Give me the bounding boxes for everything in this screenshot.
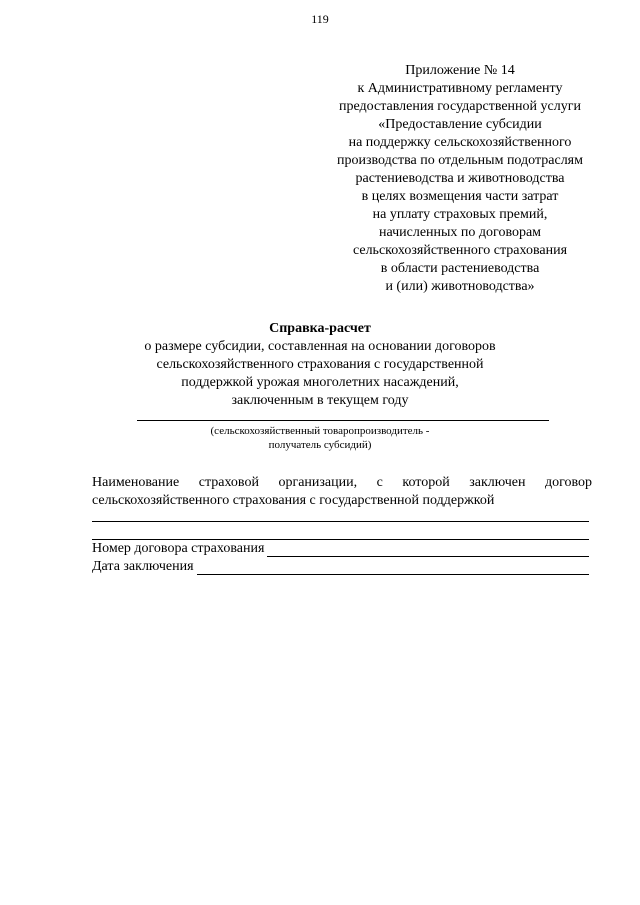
appendix-line: «Предоставление субсидии bbox=[378, 117, 542, 132]
insurance-org-label-line: Наименование страховой организации, с которой заключен договор bbox=[92, 475, 592, 490]
appendix-line: Приложение № 14 bbox=[405, 63, 515, 78]
insurance-org-label-line: сельскохозяйственного страхования с государственной поддержкой bbox=[92, 493, 495, 508]
document-subtitle-line: о размере субсидии, составленная на основании договоров bbox=[144, 339, 496, 354]
producer-caption-line: получатель субсидий) bbox=[268, 439, 372, 451]
appendix-line: на поддержку сельскохозяйственного bbox=[348, 135, 572, 150]
conclusion-date-extra-field[interactable] bbox=[263, 562, 589, 575]
page-number: 119 bbox=[311, 12, 329, 26]
appendix-line: на уплату страховых премий, bbox=[372, 207, 548, 222]
document-heading bbox=[0, 320, 640, 410]
producer-caption-line: (сельскохозяйственный товаропроизводитель - bbox=[210, 425, 430, 437]
appendix-line: предоставления государственной услуги bbox=[339, 99, 581, 114]
insurance-org-blank-1[interactable] bbox=[92, 521, 589, 522]
appendix-line: в целях возмещения части затрат bbox=[361, 189, 559, 204]
contract-number-field[interactable] bbox=[267, 544, 589, 557]
producer-name-blank[interactable] bbox=[137, 420, 549, 421]
appendix-line: сельскохозяйственного страхования bbox=[352, 243, 568, 258]
document-title: Справка-расчет bbox=[269, 321, 371, 336]
contract-number-row bbox=[92, 541, 589, 557]
document-subtitle-line: заключенным в текущем году bbox=[231, 393, 409, 408]
document-subtitle-line: сельскохозяйственного страхования с государственной bbox=[156, 357, 484, 372]
insurance-org-label bbox=[92, 474, 592, 510]
conclusion-date-row bbox=[92, 559, 589, 575]
conclusion-date-label: Дата заключения bbox=[92, 559, 194, 574]
appendix-line: производства по отдельным подотраслям bbox=[337, 153, 583, 168]
producer-caption bbox=[0, 424, 640, 452]
conclusion-date-field[interactable] bbox=[197, 562, 263, 575]
appendix-line: и (или) животноводства» bbox=[385, 279, 535, 294]
appendix-header bbox=[310, 62, 610, 296]
contract-number-label: Номер договора страхования bbox=[92, 541, 265, 556]
appendix-line: растениеводства и животноводства bbox=[355, 171, 565, 186]
document-subtitle-line: поддержкой урожая многолетних насаждений, bbox=[181, 375, 459, 390]
insurance-org-blank-2[interactable] bbox=[92, 539, 589, 540]
appendix-line: к Административному регламенту bbox=[357, 81, 563, 96]
appendix-line: в области растениеводства bbox=[380, 261, 540, 276]
appendix-line: начисленных по договорам bbox=[378, 225, 542, 240]
